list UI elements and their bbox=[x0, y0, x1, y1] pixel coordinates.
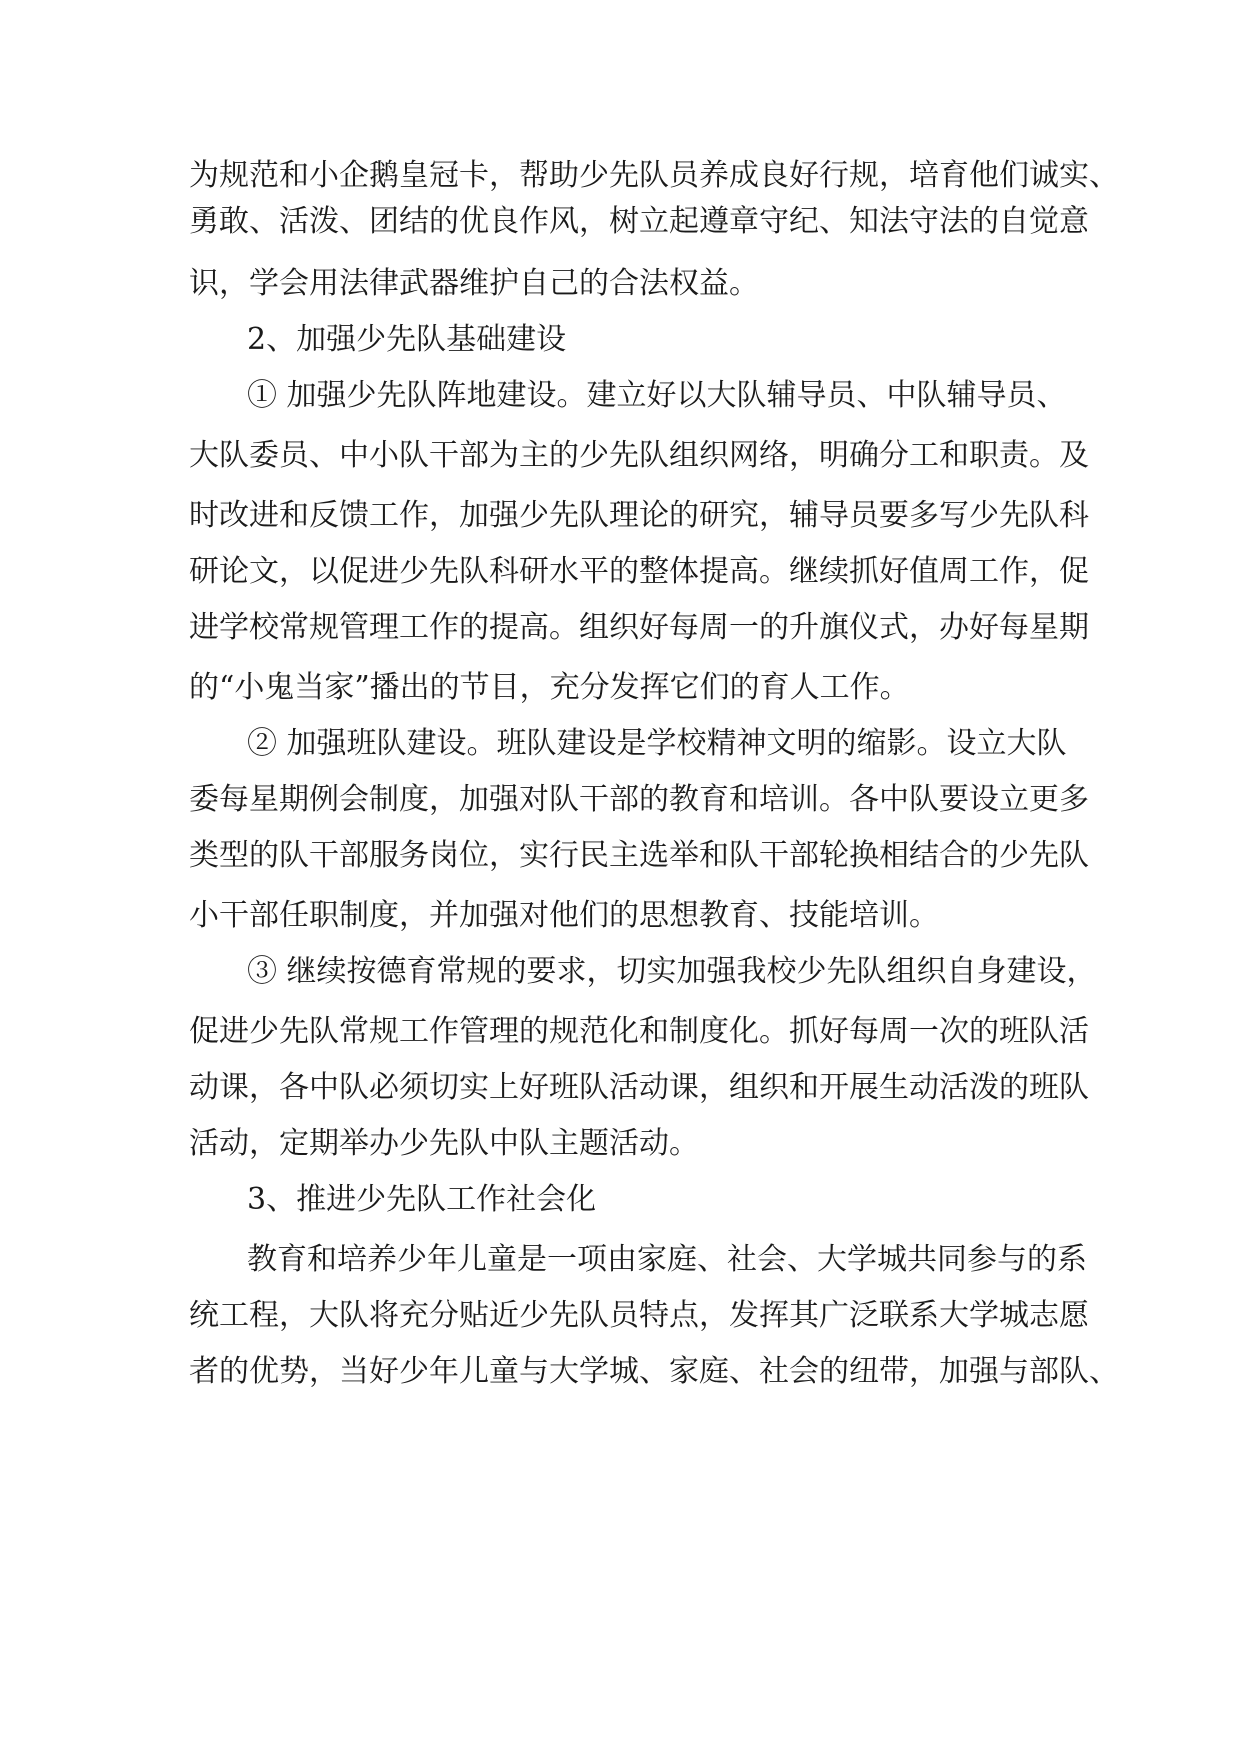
body-text-line: 大队委员、中小队干部为主的少先队组织网络，明确分工和职责。及 bbox=[189, 438, 1089, 473]
body-text-line: 勇敢、活泼、团结的优良作风，树立起遵章守纪、知法守法的自觉意 bbox=[189, 204, 1089, 239]
body-text-line: 的“小鬼当家”播出的节目，充分发挥它们的育人工作。 bbox=[189, 670, 910, 705]
body-text-line: 委每星期例会制度，加强对队干部的教育和培训。各中队要设立更多 bbox=[189, 782, 1089, 817]
section-heading: 3、推进少先队工作社会化 bbox=[247, 1182, 597, 1217]
body-text-line: 促进少先队常规工作管理的规范化和制度化。抓好每周一次的班队活 bbox=[189, 1014, 1089, 1049]
body-text-line: 统工程，大队将充分贴近少先队员特点，发挥其广泛联系大学城志愿 bbox=[189, 1298, 1089, 1333]
body-text-line: ① 加强少先队阵地建设。建立好以大队辅导员、中队辅导员、 bbox=[247, 378, 1067, 413]
body-text-line: ② 加强班队建设。班队建设是学校精神文明的缩影。设立大队 bbox=[247, 726, 1067, 761]
body-text-line: 活动，定期举办少先队中队主题活动。 bbox=[189, 1126, 699, 1161]
body-text-line: 小干部任职制度，并加强对他们的思想教育、技能培训。 bbox=[189, 898, 939, 933]
body-text-line: 动课，各中队必须切实上好班队活动课，组织和开展生动活泼的班队 bbox=[189, 1070, 1089, 1105]
body-text-line: 识，学会用法律武器维护自己的合法权益。 bbox=[189, 266, 759, 301]
body-text-line: 研论文，以促进少先队科研水平的整体提高。继续抓好值周工作，促 bbox=[189, 554, 1089, 589]
body-text-line: 类型的队干部服务岗位，实行民主选举和队干部轮换相结合的少先队 bbox=[189, 838, 1089, 873]
body-text-line: ③ 继续按德育常规的要求，切实加强我校少先队组织自身建设， bbox=[247, 954, 1097, 989]
body-text-line: 进学校常规管理工作的提高。组织好每周一的升旗仪式，办好每星期 bbox=[189, 610, 1089, 645]
body-text-line: 时改进和反馈工作，加强少先队理论的研究，辅导员要多写少先队科 bbox=[189, 498, 1089, 533]
body-text-line: 教育和培养少年儿童是一项由家庭、社会、大学城共同参与的系 bbox=[247, 1242, 1087, 1277]
body-text-line: 为规范和小企鹅皇冠卡，帮助少先队员养成良好行规，培育他们诚实、 bbox=[189, 158, 1119, 193]
section-heading: 2、加强少先队基础建设 bbox=[247, 322, 567, 357]
body-text-line: 者的优势，当好少年儿童与大学城、家庭、社会的纽带，加强与部队、 bbox=[189, 1354, 1119, 1389]
